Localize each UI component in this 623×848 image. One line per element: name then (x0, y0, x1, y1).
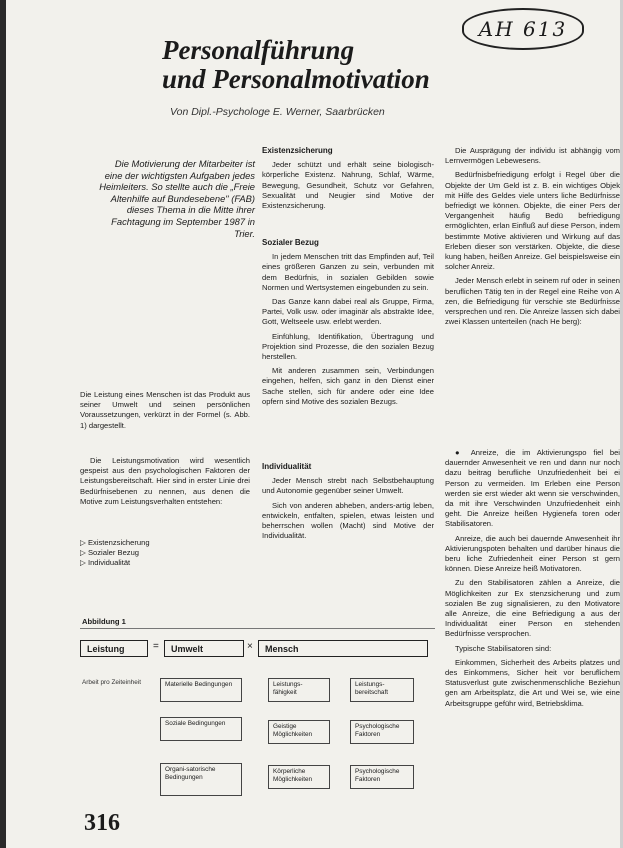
paragraph: ● Anreize, die im Aktivierungspo fiel bei dauernder Anwesenheit ve ren und dann nur noch dazu beitrag berufliche Unzufriedenheit bei ei Person zu vermeiden. Im Erleben eine Person werden sie erst wieder akt wenn sie verschwinden, da mit ihre Verschwinden Unzufriedenheit einh geht. Die Anreize heißen Hygienefa toren oder Stabilisatoren. (445, 448, 620, 530)
paragraph: Zu den Stabilisatoren zählen a Anreize, die Möglichkeiten zur Ex stenzsicherung und zum sozialen Be zug signalisieren, zu den Motivatore alle Anreize, die eine Befriedigung a aus der Individualität einer Person en stehenden Bedürfnisse versprochen. (445, 578, 620, 639)
paragraph: Das Ganze kann dabei real als Gruppe, Firma, Partei, Volk usw. oder imaginär als abstrakte Idee, Gott, Weltseele usw. erlebt werden. (262, 297, 434, 327)
title-line-2: und Personalmotivation (162, 64, 430, 94)
list-item: ▷ Sozialer Bezug (80, 548, 150, 558)
handwritten-archive-note: AH 613 (462, 8, 584, 50)
left-column-paragraph-1 (80, 390, 250, 435)
figure-box-soziale: Soziale Bedingungen (160, 717, 242, 741)
paragraph: Die Leistungsmotivation wird wesentlich gespeist aus den psychologischen Faktoren der Leistungsbereitschaft. Hier sind in erster Linie drei Bedürfnisebenen zu nennen, aus denen die Motive zum Leistungsverhalten entstehen: (80, 456, 250, 506)
paragraph: Einfühlung, Identifikation, Übertragung und Projektion sind Prozesse, die den sozialen Bezug herstellen. (262, 331, 434, 362)
author-line: Von Dipl.-Psychologe E. Werner, Saarbrücken (170, 106, 385, 118)
paragraph: Die Ausprägung der individu ist abhängig vom Lernvermögen Lebewesens. (445, 146, 620, 166)
section-heading: Sozialer Bezug (262, 238, 319, 247)
figure-box-leistungsbereitschaft: Leistungs-bereitschaft (350, 678, 414, 702)
paragraph: Bedürfnisbefriedigung erfolgt i Regel über die Objekte der Um Geld ist z. B. ein wichtiges Objek mit Hilfe des Geldes viele unters liche Bedürfnisse befriedigt we können. Objekte, die einer Pers der Vergangenheit häufig Bedü befriedigung ermöglichten, erlan Einfluß auf diese Person, indem bestimmte Motive aktivieren und Wirkung auf das Erleben dieser son verstärken. Objekte, die diese kung haben, heißen Anreize. Gel beispielsweise ein solcher Anreiz. (445, 170, 620, 272)
figure-leistung: Leistung (80, 640, 148, 657)
page-number: 316 (84, 810, 120, 836)
figure-mensch: Mensch (258, 640, 428, 657)
figure-box-leistungsfaehigkeit: Leistungs-fähigkeit (268, 678, 330, 702)
paragraph: Einkommen, Sicherheit des Arbeits platzes und des Einkommens, Sicher heit vor beruflichem Statusverlust gute zwischenmenschliche Beziehun gen am Arbeitsplatz, die Art und Wei se, wie eine Arbeitsgruppe geführ wird, Betriebsklima. (445, 657, 620, 708)
paragraph: Mit anderen zusammen sein, Verbindungen eingehen, helfen, sich ganz in den Dienst einer Sache stellen, sich für andere oder eine Idee opfern sind Motive des sozialen Bezugs. (262, 366, 434, 406)
paragraph: Jeder schützt und erhält seine biologisch-körperliche Existenz. Nahrung, Schlaf, Wärme, Bewegung, Gesundheit, Schutz vor Gefahren, Sexualität und Neugier sind Motive der Existenzsicherung. (262, 160, 434, 211)
article-title (162, 36, 562, 94)
paragraph: Jeder Mensch strebt nach Selbstbehauptung und Autonomie gegenüber seiner Umwelt. (262, 476, 434, 496)
figure-rule (80, 628, 435, 629)
section-heading: Existenzsicherung (262, 146, 333, 155)
middle-section-sozial (262, 238, 434, 411)
figure-label: Abbildung 1 (82, 617, 126, 626)
middle-section-existenz (262, 146, 434, 215)
paragraph: Sich von anderen abheben, anders-artig leben, entwickeln, entfalten, spielen, etwas leisten und beherrschen wollen (Macht) sind Motive der Individualität. (262, 500, 434, 541)
list-item: ▷ Existenzsicherung (80, 538, 150, 548)
paragraph: In jedem Menschen tritt das Empfinden auf, Teil eines größeren Ganzen zu sein, verbunden mit dem Bedürfnis, in sozialen Gebilden sowie Normen und Wertsystemen eingebunden zu sein. (262, 252, 434, 292)
figure-box-geistige: Geistige Möglichkeiten (268, 720, 330, 744)
figure-note-left: Arbeit pro Zeiteinheit (82, 679, 141, 686)
intro-teaser: Die Motivierung der Mitarbeiter ist eine der wichtigsten Aufgaben jedes Heimleiters. So stellte auch die „Freie Altenhilfe auf Bundesebene" (FAB) dieses Thema in die Mitte ihrer Fachtagung im September 1987 in Trier. (99, 158, 255, 239)
section-heading: Individualität (262, 462, 312, 471)
paragraph: Die Leistung eines Menschen ist das Produkt aus seiner Umwelt und seinen persönlichen Voraussetzungen, verkürzt in der Formel (s. Abb. 1) dargestellt. (80, 390, 250, 430)
scan-edge-left (0, 0, 6, 848)
paragraph: Anreize, die auch bei dauernde Anwesenheit ihr Aktivierungspoten behalten und darüber hinaus die beru liche Zufriedenheit einer Person st gern können. Diese Anreize heiß Motivatoren. (445, 533, 620, 574)
figure-box-koerperliche: Körperliche Möglichkeiten (268, 765, 330, 789)
middle-section-individualitaet (262, 462, 434, 545)
figure-box-organisatorische: Organi-satorische Bedingungen (160, 763, 242, 796)
left-column-paragraph-2 (80, 456, 250, 511)
figure-times: × (247, 641, 253, 652)
paragraph: Typische Stabilisatoren sind: (455, 643, 552, 653)
title-line-1: Personalführung (162, 35, 355, 65)
figure-equals: = (153, 641, 159, 652)
figure-box-psychologische-1: Psychologische Faktoren (350, 720, 414, 744)
right-column-upper (445, 146, 620, 331)
paragraph: Jeder Mensch erlebt in seinem ruf oder in seinen beruflichen Tätig ten in der Regel eine Reihe von A zen, die Befriedigung für verschie ste Bedürfnisse versprechen und ren. Die Anreize lassen sich dabei zwei Klassen unterteilen (nach He berg): (445, 276, 620, 327)
right-column-lower (445, 448, 620, 713)
figure-umwelt: Umwelt (164, 640, 244, 657)
figure-box-psychologische-2: Psychologische Faktoren (350, 765, 414, 789)
figure-box-materielle: Materielle Bedingungen (160, 678, 242, 702)
needs-list (80, 538, 150, 569)
list-item: ▷ Individualität (80, 558, 150, 568)
